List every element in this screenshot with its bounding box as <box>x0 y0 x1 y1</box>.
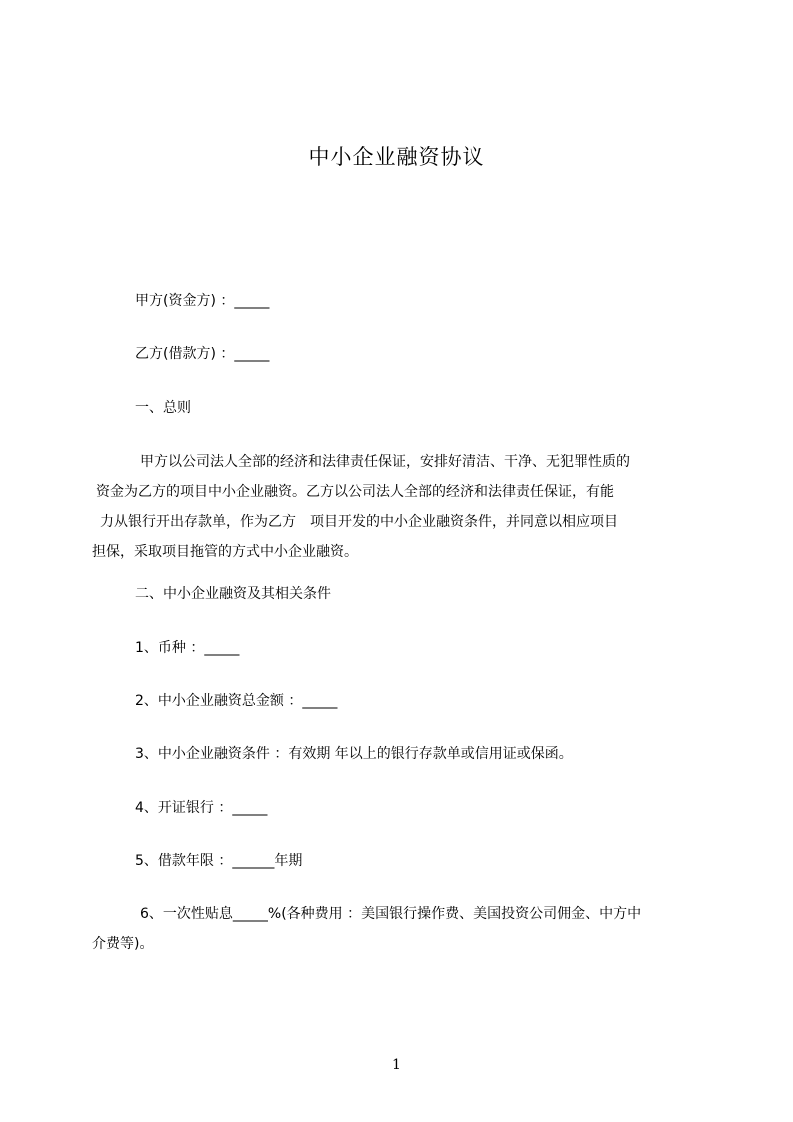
paragraph-line: 力从银行开出存款单，作为乙方 项目开发的中小企业融资条件，并同意以相应项目 <box>100 514 618 530</box>
paragraph-line: 担保，采取项目拖管的方式中小企业融资。 <box>92 544 358 560</box>
section-general-heading: 一、总则 <box>135 400 191 416</box>
paragraph-line: 6、一次性贴息_____%(各种费用 ：美国银行操作费、美国投资公司佣金、中方中 <box>140 906 642 922</box>
item-financing-conditions: 3、中小企业融资条件 ：有效期 年以上的银行存款单或信用证或保函。 <box>135 746 573 762</box>
page-number: 1 <box>392 1057 401 1073</box>
paragraph-line: 介费等)。 <box>92 936 154 952</box>
party-a-line: 甲方(资金方) ：_____ <box>135 293 270 309</box>
item-discount-paragraph <box>92 899 710 959</box>
section-general-paragraph <box>92 447 710 567</box>
item-issuing-bank: 4、开证银行 ：_____ <box>135 800 268 816</box>
item-currency: 1、币种 ：_____ <box>135 640 240 656</box>
item-loan-term: 5、借款年限 ：______年期 <box>135 853 303 869</box>
paragraph-line: 资金为乙方的项目中小企业融资。乙方以公司法人全部的经济和法律责任保证，有能 <box>96 484 614 500</box>
item-total-amount: 2、中小企业融资总金额 ：_____ <box>135 693 338 709</box>
document-title: 中小企业融资协议 <box>308 145 485 169</box>
paragraph-line: 甲方以公司法人全部的经济和法律责任保证，安排好清洁、干净、无犯罪性质的 <box>140 454 630 470</box>
party-b-line: 乙方(借款方) ：_____ <box>135 346 270 362</box>
section-financing-heading: 二、中小企业融资及其相关条件 <box>135 586 331 602</box>
